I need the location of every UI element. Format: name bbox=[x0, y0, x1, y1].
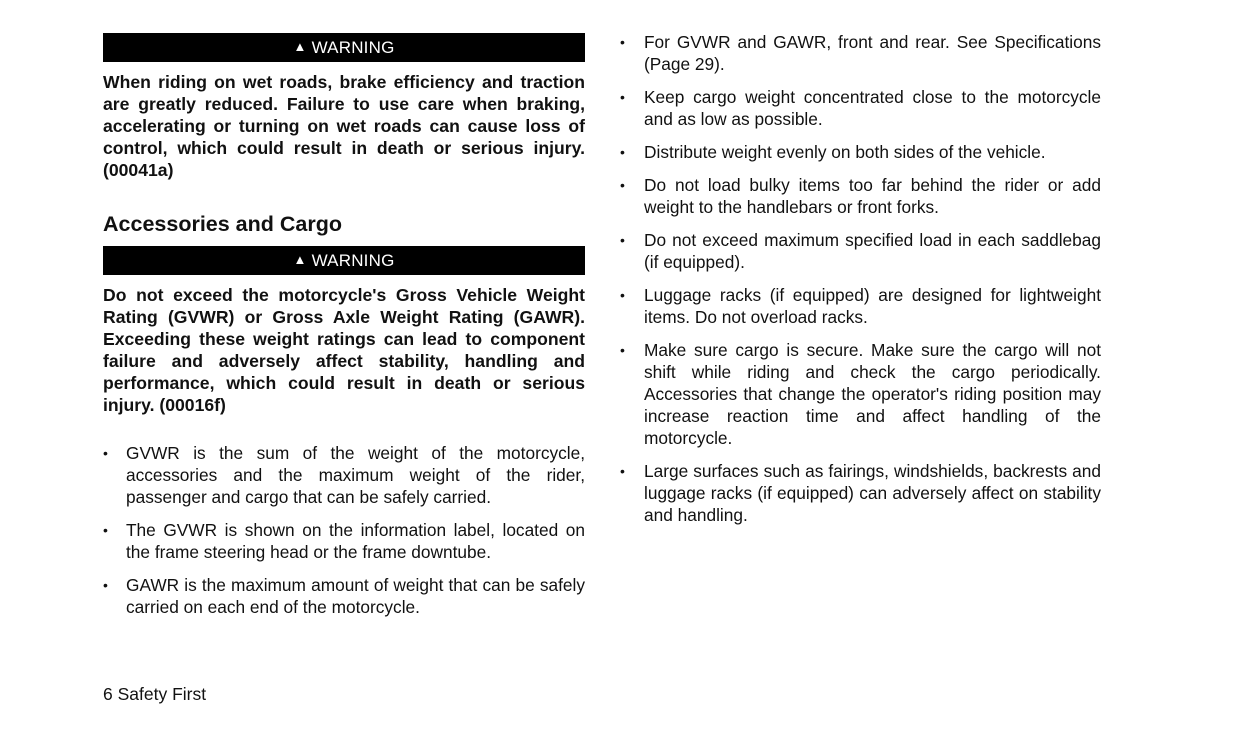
bullet-icon: • bbox=[620, 144, 625, 160]
warning-triangle-icon: ▲ bbox=[293, 252, 307, 267]
right-column bbox=[620, 31, 1101, 537]
warning-triangle-icon: ▲ bbox=[293, 39, 307, 54]
section-heading-accessories-cargo: Accessories and Cargo bbox=[103, 212, 342, 236]
bullet-icon: • bbox=[103, 522, 108, 538]
list-item bbox=[620, 460, 1101, 526]
list-item bbox=[103, 574, 585, 618]
list-item bbox=[620, 86, 1101, 130]
bullet-icon: • bbox=[620, 463, 625, 479]
bullet-icon: • bbox=[620, 89, 625, 105]
warning-label: WARNING bbox=[311, 37, 395, 57]
list-item-text: Do not load bulky items too far behind the rider or add weight to the handlebars or front forks. bbox=[644, 175, 1101, 217]
list-item-text: Large surfaces such as fairings, windshields, backrests and luggage racks (if equipped) can adversely affect on stability and handling. bbox=[644, 461, 1101, 525]
list-item bbox=[103, 442, 585, 508]
warning-label: WARNING bbox=[311, 250, 395, 270]
bullet-icon: • bbox=[620, 232, 625, 248]
list-item-text: Luggage racks (if equipped) are designed for lightweight items. Do not overload racks. bbox=[644, 285, 1101, 327]
bullet-icon: • bbox=[620, 177, 625, 193]
bullet-icon: • bbox=[620, 342, 625, 358]
left-bullet-list bbox=[103, 442, 585, 618]
warning-text-wet-roads: When riding on wet roads, brake efficiency and traction are greatly reduced. Failure to use care when braking, accelerating or turning on wet roads can cause loss of control, which could result in death or serious injury. (00041a) bbox=[103, 72, 585, 180]
list-item bbox=[620, 284, 1101, 328]
left-column bbox=[103, 33, 585, 629]
list-item bbox=[620, 31, 1101, 75]
page-footer: 6 Safety First bbox=[103, 684, 207, 704]
warning-text-weight-rating: Do not exceed the motorcycle's Gross Vehicle Weight Rating (GVWR) or Gross Axle Weight Rating (GAWR). Exceeding these weight ratings can lead to component failure and adversely affect stability, handling and performance, which could result in death or serious injury. (00016f) bbox=[103, 285, 585, 415]
list-item bbox=[620, 174, 1101, 218]
list-item-text: The GVWR is shown on the information label, located on the frame steering head or the frame downtube. bbox=[126, 520, 585, 562]
list-item-text: Do not exceed maximum specified load in each saddlebag (if equipped). bbox=[644, 230, 1101, 272]
list-item-text: GVWR is the sum of the weight of the motorcycle, accessories and the maximum weight of the rider, passenger and cargo that can be safely carried. bbox=[126, 443, 585, 507]
list-item bbox=[620, 229, 1101, 273]
list-item bbox=[620, 141, 1101, 163]
list-item-text: Keep cargo weight concentrated close to the motorcycle and as low as possible. bbox=[644, 87, 1101, 129]
bullet-icon: • bbox=[103, 577, 108, 593]
list-item bbox=[620, 339, 1101, 449]
list-item-text: Distribute weight evenly on both sides of the vehicle. bbox=[644, 142, 1046, 162]
list-item-text: For GVWR and GAWR, front and rear. See Specifications (Page 29). bbox=[644, 32, 1101, 74]
bullet-icon: • bbox=[620, 287, 625, 303]
list-item bbox=[103, 519, 585, 563]
right-bullet-list bbox=[620, 31, 1101, 526]
list-item-text: GAWR is the maximum amount of weight that can be safely carried on each end of the motorcycle. bbox=[126, 575, 585, 617]
list-item-text: Make sure cargo is secure. Make sure the cargo will not shift while riding and check the cargo periodically. Accessories that change the operator's riding position may increase reaction time and affect handling of the motorcycle. bbox=[644, 340, 1101, 448]
warning-banner-wet-roads bbox=[103, 33, 585, 62]
warning-banner-weight-rating bbox=[103, 246, 585, 275]
bullet-icon: • bbox=[620, 34, 625, 50]
bullet-icon: • bbox=[103, 445, 108, 461]
